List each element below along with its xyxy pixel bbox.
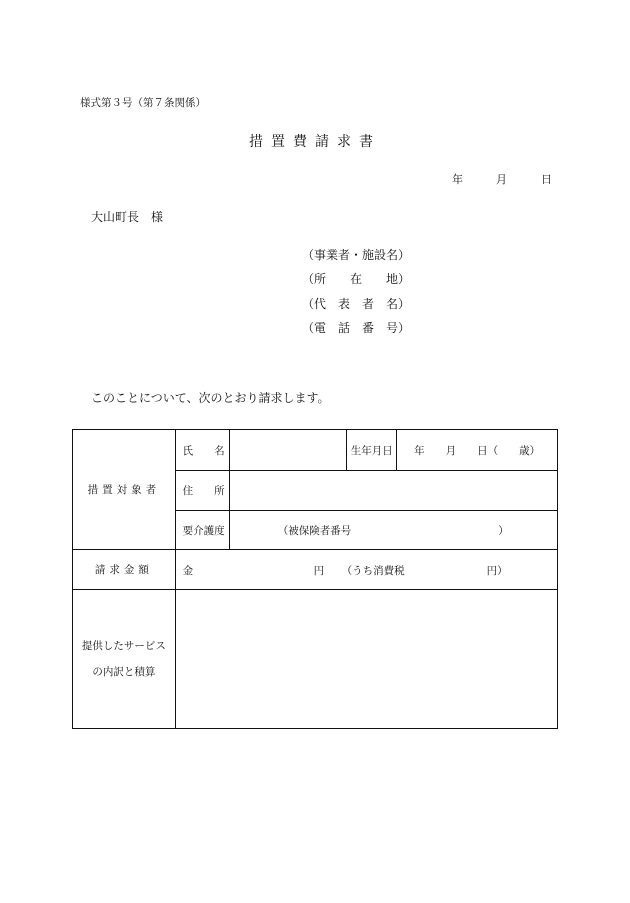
applicant-rep-label: 代表者名 [314,297,399,311]
tax-label: （うち消費税 [341,564,405,577]
target-person-label: 措置対象者 [73,430,176,550]
name-label: 氏 名 [175,430,229,471]
paren-open: （ [302,272,315,286]
paren-close: ） [398,272,411,286]
address-label: 住 所 [175,471,229,511]
service-label-line1: 提供したサービス [81,640,166,652]
table-row [73,550,558,590]
care-level-label: 要介護度 [175,511,229,550]
form-id: 様式第３号（第７条関係） [80,97,206,109]
applicant-address-label: 所在地 [314,272,399,286]
document-title: 措置費請求書 [249,134,381,150]
applicant-rep-row [302,295,410,312]
date-year-label: 年 [452,173,463,186]
facility-name-label: （事業者・施設名） [302,248,411,262]
applicant-phone-row [302,319,410,336]
addressee: 大山町長 様 [91,210,164,224]
applicant-phone-label: 電話番号 [314,321,399,335]
address-field[interactable] [229,471,557,511]
date-month-label: 月 [496,173,507,186]
amount-label: 請求金額 [73,550,176,590]
applicant-address-row [302,270,410,287]
service-breakdown-field[interactable] [175,590,557,729]
birth-date-label: 生年月日 [347,430,397,471]
paren-open: （ [302,321,315,335]
birth-date-field[interactable]: 年 月 日（ 歳） [397,430,558,471]
intro-text: このことについて、次のとおり請求します。 [91,391,330,405]
paren-close: ） [398,297,411,311]
service-label-line2: の内訳と積算 [92,666,156,678]
paren-open: （ [302,297,315,311]
amount-yen: 円 [313,564,325,577]
service-breakdown-label [73,590,176,729]
insured-number-field[interactable]: （被保険者番号 ） [229,511,557,550]
date-day-label: 日 [541,173,552,186]
amount-prefix: 金 [182,564,194,577]
tax-yen: 円） [486,564,508,577]
table-row [73,590,558,729]
claim-table [72,429,558,729]
table-row [73,430,558,471]
paren-close: ） [398,321,411,335]
name-field[interactable] [229,430,347,471]
amount-field[interactable] [175,550,557,590]
